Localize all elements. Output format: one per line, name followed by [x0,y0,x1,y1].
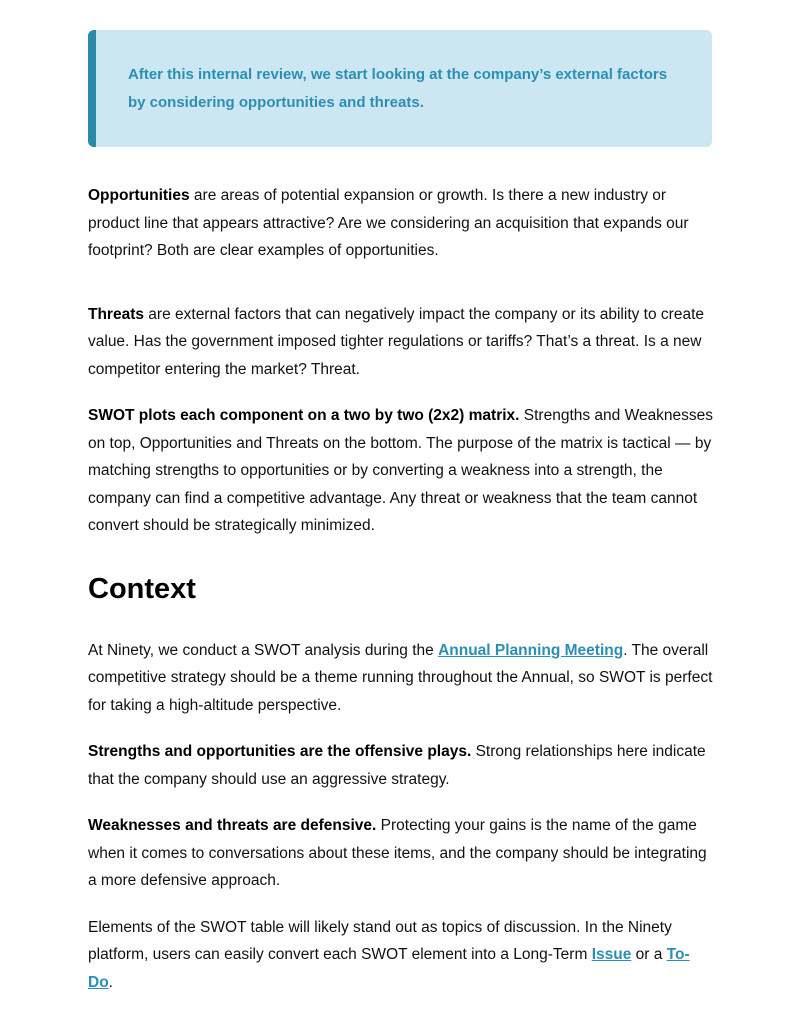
context-intro-after: . The overall competitive strategy should be a theme running throughout the Annual, so SWOT is perfect for taking a high-altitude perspective. [88,641,713,714]
elements-text-end: . [108,973,113,991]
strengths-text: Strong relationships here indicate that the company should use an aggressive strategy. [88,743,706,788]
elements-text-before: Elements of the SWOT table will likely stand out as topics of discussion. In the Ninety platform, users can easily convert each SWOT element into a Long-Term [88,918,672,963]
issue-link[interactable]: Issue [591,946,632,963]
elements-paragraph [88,914,714,997]
weaknesses-text: Protecting your gains is the name of the game when it comes to conversations about these items, and the company should be integrating a more defensive approach. [88,817,707,889]
threats-term: Threats [88,305,144,323]
weaknesses-lead: Weaknesses and threats are defensive. [88,817,377,834]
swot-matrix-lead: SWOT plots each component on a two by two (2x2) matrix. [88,407,520,424]
todo-link[interactable]: To-Do [88,946,690,991]
strengths-paragraph [88,738,714,793]
strengths-lead: Strengths and opportunities are the offensive plays. [88,743,472,760]
context-heading: Context [88,572,196,605]
threats-text: are external factors that can negatively impact the company or its ability to create value. Has the government imposed tighter regulations or tariffs? That’s a threat. Is a new competitor entering the market? Threat. [88,305,704,378]
callout-text: After this internal review, we start looking at the company’s external factors by considering opportunities and threats. [128,66,668,111]
opportunities-text: are areas of potential expansion or growth. Is there a new industry or product line that appears attractive? Are we considering an acquisition that expands our footprint? Both are clear examples of opportunities. [88,187,689,259]
elements-text-mid: or a [631,946,667,963]
swot-matrix-text: Strengths and Weaknesses on top, Opportunities and Threats on the bottom. The purpose of the matrix is tactical — by matching strengths to opportunities or by converting a weakness into a strength, the company can find a competitive advantage. Any threat or weakness that the team cannot convert should be strategically minimized. [88,407,714,534]
opportunities-paragraph [88,182,714,265]
callout-box [88,30,712,147]
threats-paragraph [88,301,714,384]
swot-matrix-paragraph [88,402,714,540]
annual-planning-meeting-link[interactable]: Annual Planning Meeting [438,641,624,659]
opportunities-term: Opportunities [88,187,190,204]
article-body [88,182,714,996]
context-intro-paragraph [88,637,714,720]
context-intro-before: At Ninety, we conduct a SWOT analysis during the [88,641,439,659]
weaknesses-paragraph [88,812,714,895]
